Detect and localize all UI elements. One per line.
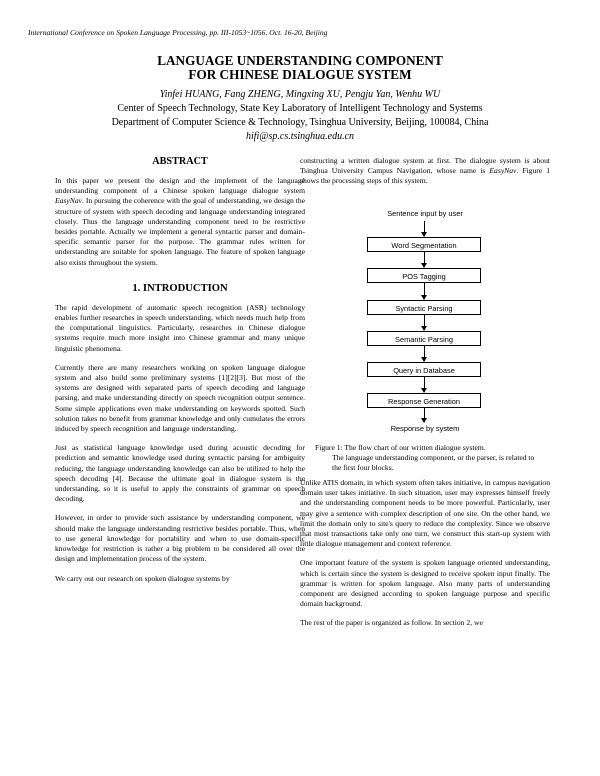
figure-caption: Figure 1: The flow chart of our written dialogue system. The language understanding component, or the parser, is related to the first four blocks. (315, 443, 535, 472)
flow-step-box: Syntactic Parsing (367, 300, 481, 315)
authors: Yinfei HUANG, Fang ZHENG, Mingxing XU, Pengju Yan, Wenhu WU (159, 89, 441, 100)
abstract-text: In this paper we present the design and the implement of the language understanding component of a Chinese spoken language dialogue system EasyNav. In pursuing the coherence with the goal of understanding, we design the structure of system with speech decoding and language understanding integrated closely. Thus the language understanding component need to be restrictive besides portable. Actually we implement a general syntactic parser and domain-specific semantic parser for the purpose. The grammar rules written for understanding are suitable for spoken language. The feature of spoken language also exists throughout the system. (55, 176, 305, 267)
flow-arrow (424, 283, 425, 299)
flow-chart-figure (300, 205, 550, 440)
introduction-heading: 1. INTRODUCTION (132, 282, 228, 294)
affiliation-1: Center of Speech Technology, State Key Laboratory of Intelligent Technology and Systems (117, 103, 483, 114)
intro-paragraph-1: The rapid development of automatic speech recognition (ASR) technology enables further researches in speech understanding, which needs much help from the computational linguistics. Particularly, researches in Chinese dialogue systems require much more insight into Chinese grammar and many unique linguistic phenomena. (55, 302, 305, 353)
flow-arrow (424, 252, 425, 267)
right-paragraph-4: The rest of the paper is organized as follow. In section 2, we (300, 618, 483, 628)
abstract-heading: ABSTRACT (152, 156, 208, 167)
flow-step-box: Word Segmentation (367, 237, 481, 252)
intro-paragraph-5: We carry out our research on spoken dialogue systems by (55, 573, 230, 583)
flow-step-box: Query in Database (367, 362, 481, 377)
right-column-top (300, 156, 550, 187)
affiliation-2: Department of Computer Science & Technology, Tsinghua University, Beijing, 100084, China (111, 117, 489, 128)
flow-arrow (424, 315, 425, 330)
paper-title-line-2: FOR CHINESE DIALOGUE SYSTEM (188, 67, 412, 82)
flow-step-box: Semantic Parsing (367, 331, 481, 346)
flow-arrow (424, 346, 425, 361)
flow-arrow (424, 408, 425, 422)
right-paragraph-3: One important feature of the system is spoken language oriented understanding, which is certain since the system is designed to receive spoken input finally. The grammar is written for spoken language. Also many parts of understanding component are designed according to spoken language purpose and specific domain background. (300, 558, 550, 609)
conference-header: International Conference on Spoken Language Processing, pp. III-1053~1056, Oct. 16-20, Beijing (28, 28, 328, 37)
right-paragraph-2: Unlike ATIS domain, in which system often takes initiative, in campus navigation domain user takes initiative. In such situation, user may expresses himself freely and the understanding component needs to be more powerful. Particularly, user may give a sentence with complex description of one site. On the other hand, we limit the domain only to site's query to reduce the complexity. Since we observe that most transactions take only one turn, we construct this start-up system with little dialogue management and context reference. (300, 478, 550, 549)
paper-title-line-1: LANGUAGE UNDERSTANDING COMPONENT (157, 53, 443, 68)
flow-arrow (424, 377, 425, 392)
flow-step-box: POS Tagging (367, 268, 481, 283)
intro-paragraph-2: Currently there are many researchers working on spoken language dialogue system and also build some preliminary systems [1][2][3]. But most of the systems are designed with separated parts of speech decoding and language parsing, and make understanding directly on speech recognition output sentence. Some simple applications even make understanding on keywords spotted. Such solution takes no benefit from grammar knowledge and only cumulates the errors induced by speech recognition and language understanding. (55, 362, 305, 434)
flow-step-box: Response Generation (367, 393, 481, 408)
left-column (55, 156, 305, 584)
right-column-bottom (300, 478, 550, 629)
intro-paragraph-4: However, in order to provide such assistance by understanding component, we should make the language understanding restrictive besides portable. Thus, when to use general knowledge for portability and when to use domain-specific knowledge for restriction is rather a big problem to be considered all over the design and implementation process of the system. (55, 513, 305, 564)
right-paragraph-1: constructing a written dialogue system at first. The dialogue system is about Tsinghua University Campus Navigation, whose name is EasyNav. Figure 1 shows the processing steps of this system. (300, 156, 550, 186)
author-email: hifi@sp.cs.tsinghua.edu.cn (245, 131, 355, 142)
flow-output-label: Response by system (390, 424, 460, 433)
flow-arrow (424, 221, 425, 236)
intro-paragraph-3: Just as statistical language knowledge used during acoustic decoding for prediction and semantic knowledge used during syntactic parsing for ambiguity reducing, the language understanding knowledge can also be utilized to help the speech decoding [4]. Because the ultimate goal in dialogue system is the understanding, so it is useful to apply the constraints of grammar on speech decoding. (55, 443, 305, 504)
flow-input-label: Sentence input by user (387, 209, 463, 218)
